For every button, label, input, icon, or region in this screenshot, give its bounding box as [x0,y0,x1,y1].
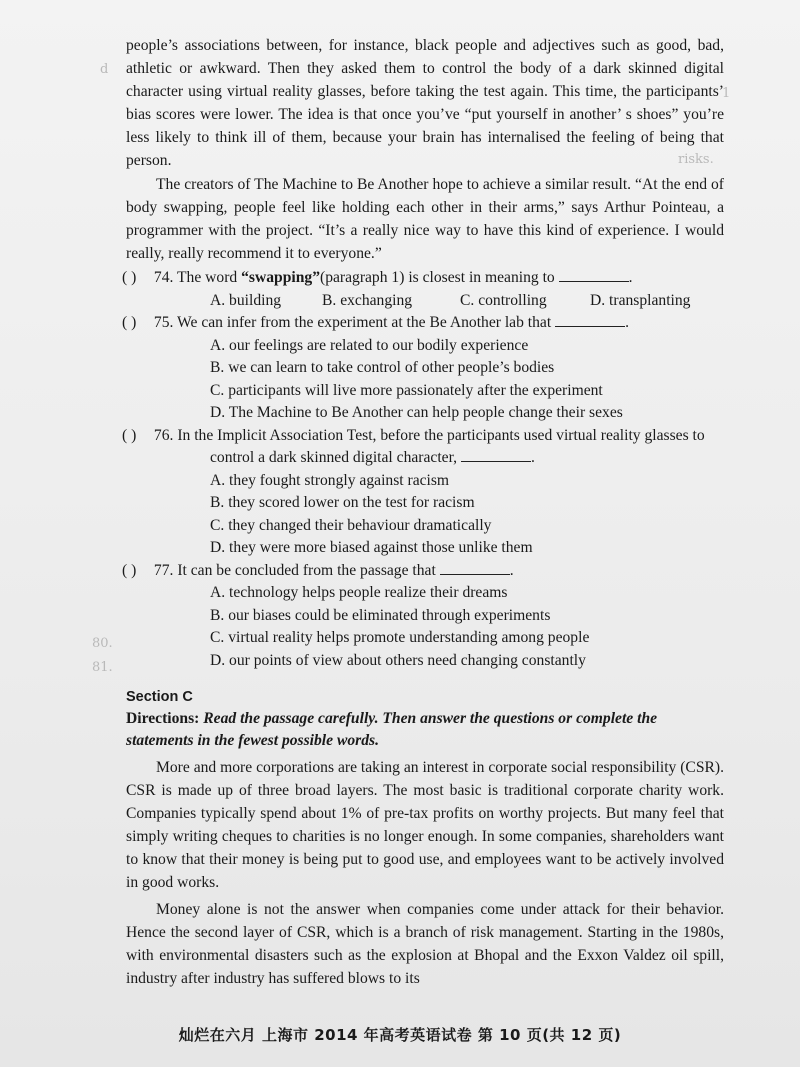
option-c[interactable]: C. virtual reality helps promote understanding among people [210,629,590,646]
passage-paragraph: people’s associations between, for instance, black people and adjectives such as good, bad, athletic or awkward. Then they asked them to control the body of a dark skinned digital character using virtual reality glasses, before taking the test again. This time, the participants’ bias scores were lower. The idea is that once you’ve “put yourself in another’ s shoes” you’re less likely to think ill of them, because your brain has internalised the feeling of being that person. [126,37,724,169]
option-c[interactable]: C. participants will live more passionately after the experiment [210,381,603,399]
bleed-through-mark: 80. [92,636,113,651]
question-77: ( ) 77. It can be concluded from the passage that . [126,560,724,583]
answer-paren[interactable]: ( ) [122,561,137,579]
passage-paragraph: Money alone is not the answer when companies come under attack for their behavior. Hence the second layer of CSR, which is a branch of risk management. Starting in the 1980s, with environmental disasters such as the explosion at Bhopal and the Exxon Valdez oil spill, industry after industry has suffered blows to its [126,901,724,987]
bleed-through-mark: d [100,62,109,77]
passage-b [122,34,724,990]
bleed-through-mark: 1 [722,86,731,101]
option-d[interactable]: D. they were more biased against those unlike them [210,539,533,556]
answer-paren[interactable]: ( ) [122,269,137,286]
bleed-through-mark: risks. [678,152,714,167]
passage-paragraph: More and more corporations are taking an interest in corporate social responsibility (CSR). CSR is made up of three broad layers. The most basic is traditional corporate charity work. Companies typically spend about 1% of pre-tax profits on worthy projects. But many feel that simply writing cheques to charities is no longer enough. In some companies, shareholders want to know that their money is being put to good use, and employees want to be actively involved in good works. [126,759,724,891]
question-stem: In the Implicit Association Test, before the participants used virtual reality glasses to control a dark skinned digital character, [177,426,705,466]
question-number: 74. [153,269,174,286]
option-b[interactable]: B. our biases could be eliminated through experiments [210,606,551,624]
option-a[interactable]: A. our feelings are related to our bodily experience [210,336,529,354]
passage-paragraph: The creators of The Machine to Be Another hope to achieve a similar result. “At the end of body swapping, people feel like holding each other in their arms,” says Arthur Pointeau, a programmer with the project. “It’s a really nice way to have this kind of experience. I would really, really recommend it to everyone.” [126,176,724,262]
answer-paren[interactable]: ( ) [122,426,137,444]
option-a[interactable]: A. building [210,291,282,309]
question-stem: We can infer from the experiment at the Be Another lab that [177,314,552,331]
answer-paren[interactable]: ( ) [122,314,137,331]
option-b[interactable]: B. they scored lower on the test for racism [210,494,475,511]
directions [126,708,724,752]
page-footer: 灿烂在六月 上海市 2014 年高考英语试卷 第 10 页(共 12 页) [178,1026,622,1044]
directions-text: Read the passage carefully. Then answer the questions or complete the statements in the fewest possible words. [126,710,658,749]
question-number: 75. [153,314,174,331]
option-b[interactable]: B. we can learn to take control of other people’s bodies [210,359,555,376]
bleed-through-mark: 81. [92,660,113,675]
directions-label: Directions: [126,710,200,727]
question-75: ( ) 75. We can infer from the experiment at the Be Another lab that . [126,312,724,335]
question-stem: (paragraph 1) is closest in meaning to [320,269,555,286]
question-keyword: “swapping” [241,269,320,286]
option-c[interactable]: C. controlling [460,291,547,309]
options-74 [126,290,724,313]
answer-blank [440,560,510,575]
section-heading: Section C [126,689,193,705]
question-74: ( ) 74. The word “swapping”(paragraph 1) is closest in meaning to . [126,267,724,290]
option-d[interactable]: D. our points of view about others need changing constantly [210,651,586,669]
option-d[interactable]: D. transplanting [590,291,691,309]
option-d[interactable]: D. The Machine to Be Another can help people change their sexes [210,404,623,421]
question-stem: It can be concluded from the passage that [177,561,436,579]
question-stem: The word [177,269,242,286]
question-number: 77. [153,561,174,579]
answer-blank [559,267,629,282]
option-a[interactable]: A. they fought strongly against racism [210,471,450,489]
question-number: 76. [153,426,174,444]
option-c[interactable]: C. they changed their behaviour dramatically [210,516,492,534]
question-76: ( ) 76. In the Implicit Association Test, before the participants used virtual reality glasses to control a dark skinned digital character, . [122,426,705,466]
option-b[interactable]: B. exchanging [322,291,413,309]
option-a[interactable]: A. technology helps people realize their dreams [210,584,508,601]
answer-blank [461,447,531,462]
answer-blank [555,312,625,327]
